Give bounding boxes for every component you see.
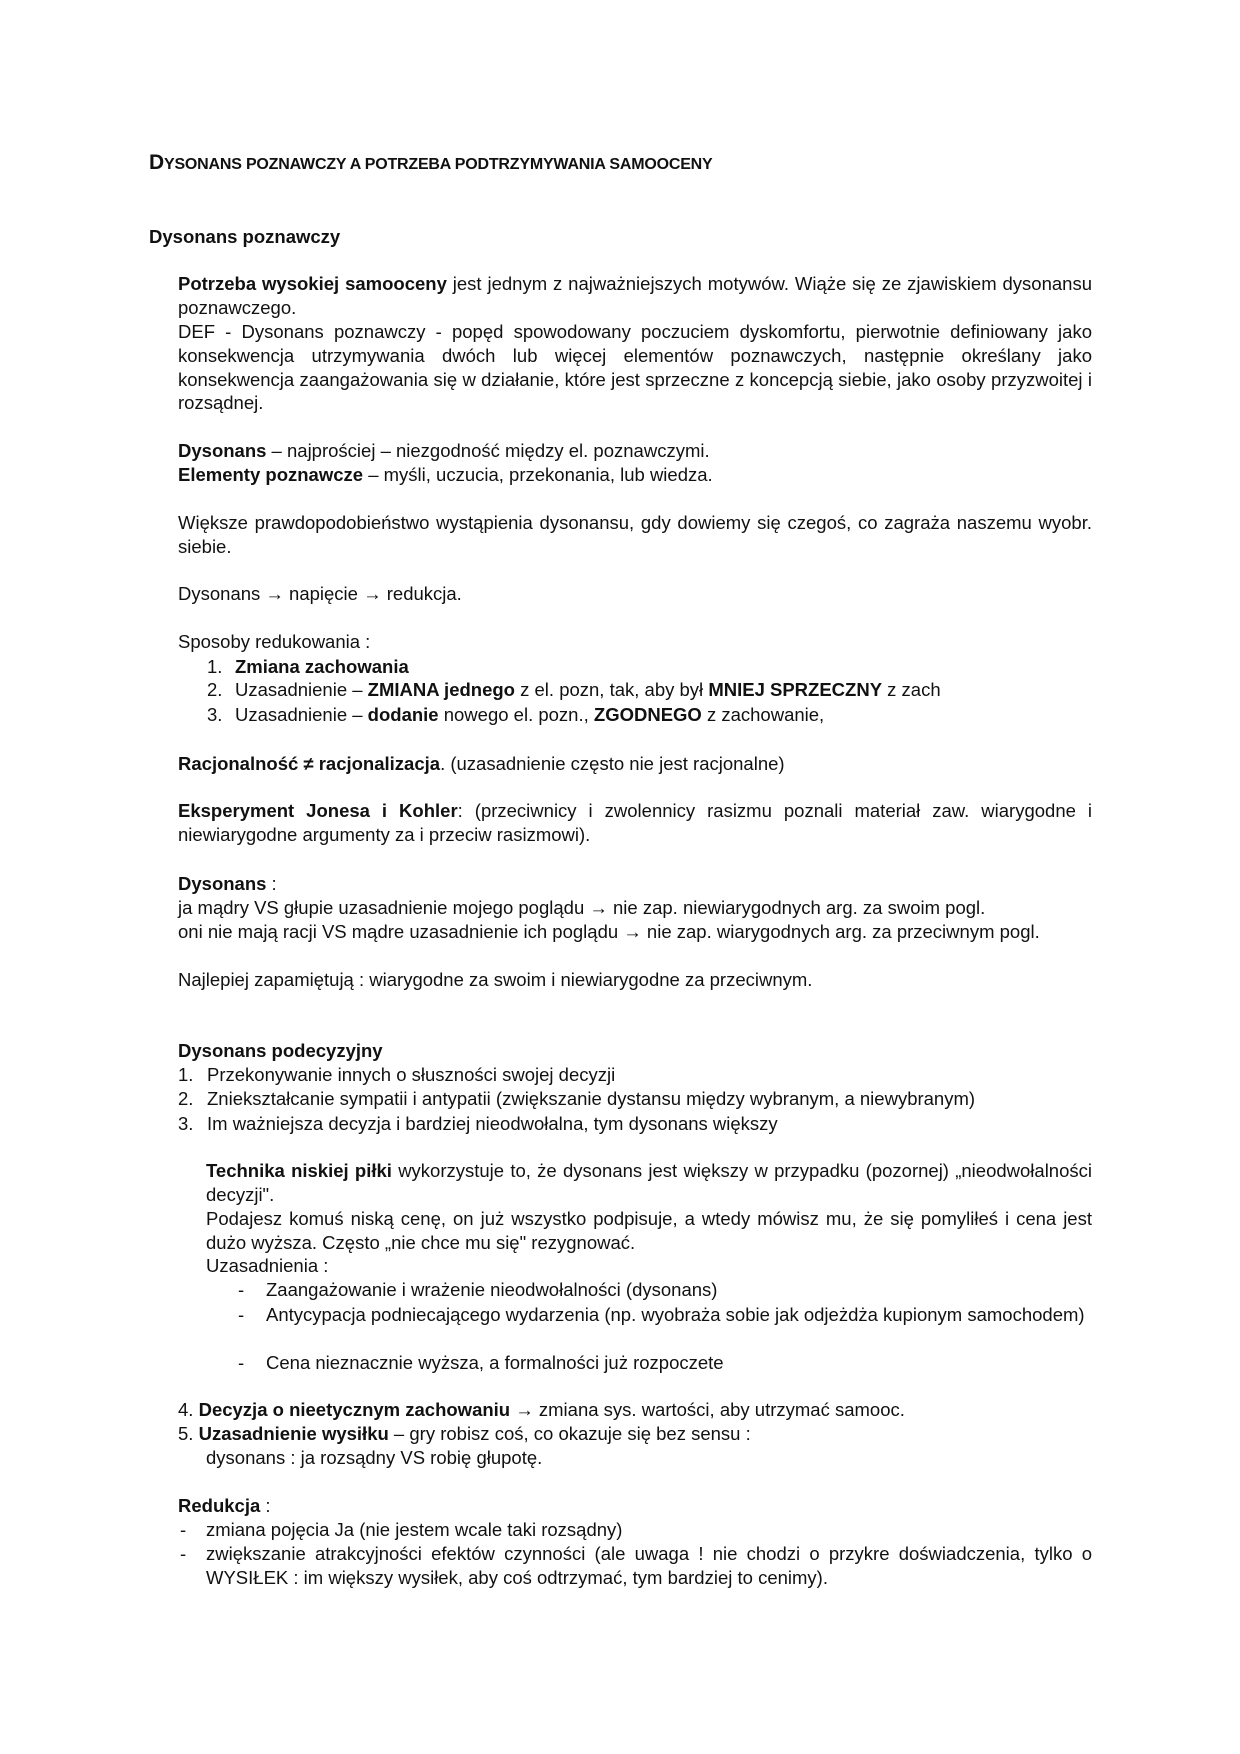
paragraph (178, 582, 1092, 606)
list-marker: 1. (207, 656, 223, 677)
paragraph (206, 1207, 1092, 1255)
text-run: zwiększanie atrakcyjności efektów czynności (ale uwaga ! nie chodzi o przykre doświadczenia, tylko o WYSIŁEK : im większy wysiłek, aby coś odtrzymać, tym bardziej to cenimy). (206, 1543, 1092, 1588)
paragraph-text (207, 1112, 1092, 1136)
text-run: . (uzasadnienie często nie jest racjonalne) (440, 753, 785, 774)
paragraph-text (178, 1398, 1092, 1422)
paragraph-text (235, 678, 1092, 702)
paragraph (206, 1159, 1092, 1207)
text-run: Uzasadnienia : (206, 1255, 329, 1276)
text-run: jest jednym z najważniejszych motywów. Wiąże się ze zjawiskiem dysonansu poznawczego. (178, 273, 1092, 318)
section-heading (149, 225, 1089, 249)
paragraph (178, 511, 1092, 559)
paragraph-text (206, 1254, 1092, 1278)
paragraph-text (178, 463, 1092, 487)
paragraph-text (178, 272, 1092, 320)
paragraph-text (266, 1278, 1092, 1302)
list-marker: - (180, 1543, 187, 1564)
bold-text: Zmiana zachowania (235, 656, 409, 677)
paragraph-text (207, 1087, 1092, 1111)
paragraph-text (266, 1351, 1092, 1375)
paragraph (178, 752, 1092, 776)
text-run: → zmiana sys. wartości, aby utrzymać samooc. (510, 1399, 905, 1420)
paragraph-text (178, 896, 1092, 920)
text-run: : (266, 873, 277, 894)
text-run: wykorzystuje to, że dysonans jest większy w przypadku (pozornej) „nieodwołalności decyzji". (206, 1160, 1092, 1205)
paragraph-text (178, 1494, 1092, 1518)
paragraph-text (206, 1518, 1092, 1542)
paragraph-text (178, 1422, 1092, 1446)
paragraph (178, 320, 1092, 415)
text-run: zmiana pojęcia Ja (nie jestem wcale taki rozsądny) (206, 1519, 623, 1540)
list-marker: 2. (178, 1088, 194, 1109)
text-run: Przekonywanie innych o słuszności swojej decyzji (207, 1064, 616, 1085)
list-item (180, 1518, 1092, 1542)
text-run: Najlepiej zapamiętują : wiarygodne za swoim i niewiarygodne za przeciwnym. (178, 969, 813, 990)
paragraph (178, 439, 1092, 463)
list-item (178, 1087, 1092, 1111)
list-marker: - (238, 1352, 245, 1373)
list-marker: 1. (178, 1064, 194, 1085)
bold-text: Dysonans poznawczy (149, 226, 341, 247)
text-run: Podajesz komuś niską cenę, on już wszystko podpisuje, a wtedy mówisz mu, że się pomyliłeś i cena jest dużo wyższa. Często „nie chce mu się" rezygnować. (206, 1208, 1092, 1253)
paragraph-text (178, 320, 1092, 415)
list-marker: 3. (178, 1113, 194, 1134)
text-run: : (260, 1495, 271, 1516)
text-run: – myśli, uczucia, przekonania, lub wiedza. (363, 464, 713, 485)
list-item (207, 678, 1092, 702)
paragraph-text (178, 752, 1092, 776)
text-run: : (przeciwnicy i zwolennicy rasizmu poznali materiał zaw. wiarygodne i niewiarygodne argumenty za i przeciw rasizmowi). (178, 800, 1092, 845)
paragraph-text (206, 1207, 1092, 1255)
text-run: Uzasadnienie – (235, 679, 368, 700)
list-item (238, 1278, 1092, 1302)
text-run: 4. (178, 1399, 199, 1420)
paragraph-text (178, 439, 1092, 463)
bold-text: ZGODNEGO (593, 704, 702, 725)
paragraph-text (235, 655, 1092, 679)
paragraph (206, 1254, 1092, 1278)
paragraph-text (206, 1446, 1092, 1470)
bold-text: Dysonans podecyzyjny (178, 1040, 383, 1061)
bold-text: MNIEJ SPRZECZNY (708, 679, 883, 700)
text-run: z zachowanie, (701, 704, 825, 725)
paragraph-text (206, 1542, 1092, 1590)
document-title: DYSONANS POZNAWCZY A POTRZEBA PODTRZYMYWANIA SAMOOCENY (149, 151, 713, 174)
paragraph (178, 1494, 1092, 1518)
text-run: Większe prawdopodobieństwo wystąpienia dysonansu, gdy dowiemy się czegoś, co zagraża naszemu wyobr. siebie. (178, 512, 1092, 557)
bold-text: dodanie (367, 704, 439, 725)
text-run: Zniekształcanie sympatii i antypatii (zwiększanie dystansu między wybranym, a niewybranym) (207, 1088, 976, 1109)
paragraph (178, 1422, 1092, 1446)
paragraph (178, 968, 1092, 992)
paragraph (178, 463, 1092, 487)
list-marker: - (180, 1519, 187, 1540)
text-run: Antycypacja podniecającego wydarzenia (np. wyobraża sobie jak odjeżdża kupionym samochodem) (266, 1304, 1085, 1325)
text-run: Cena nieznacznie wyższa, a formalności już rozpoczete (266, 1352, 724, 1373)
text-run: – najprościej – niezgodność między el. poznawczymi. (266, 440, 710, 461)
bold-text: Technika niskiej piłki (206, 1160, 392, 1181)
bold-text: ZMIANA jednego (367, 679, 515, 700)
text-run: nowego el. pozn., (438, 704, 594, 725)
list-item (238, 1303, 1092, 1327)
paragraph-text (149, 225, 1089, 249)
list-marker: 2. (207, 679, 223, 700)
paragraph (178, 872, 1092, 896)
paragraph (178, 799, 1092, 847)
paragraph (178, 896, 1092, 920)
text-run: Zaangażowanie i wrażenie nieodwołalności (dysonans) (266, 1279, 718, 1300)
list-marker: 3. (207, 704, 223, 725)
text-run: oni nie mają racji VS mądre uzasadnienie ich poglądu → nie zap. wiarygodnych arg. za przeciwnym pogl. (178, 921, 1040, 942)
paragraph-text (178, 1039, 1092, 1063)
bold-text: Racjonalność ≠ racjonalizacja (178, 753, 441, 774)
paragraph (178, 920, 1092, 944)
text-run: z zach (882, 679, 941, 700)
text-run: – gry robisz coś, co okazuje się bez sensu : (388, 1423, 751, 1444)
bold-text: Uzasadnienie wysiłku (198, 1423, 389, 1444)
paragraph-text (266, 1303, 1092, 1327)
paragraph-text (178, 799, 1092, 847)
text-run: ja mądry VS głupie uzasadnienie mojego poglądu → nie zap. niewiarygodnych arg. za swoim pogl. (178, 897, 986, 918)
paragraph-text (178, 582, 1092, 606)
bold-text: Decyzja o nieetycznym zachowaniu (198, 1399, 511, 1420)
paragraph (206, 1446, 1092, 1470)
text-run: DEF - Dysonans poznawczy - popęd spowodowany poczuciem dyskomfortu, pierwotnie definiowany jako konsekwencja utrzymywania dwóch lub więcej elementów poznawczych, następnie określany jako konsekwencja zaangażowania się w działanie, które jest sprzeczne z koncepcją siebie, jako osoby przyzwoitej i rozsądnej. (178, 321, 1092, 414)
list-marker: - (238, 1304, 245, 1325)
paragraph (178, 630, 1092, 654)
paragraph-text (178, 511, 1092, 559)
document-title-wrapper (149, 151, 713, 177)
text-run: dysonans : ja rozsądny VS robię głupotę. (206, 1447, 543, 1468)
paragraph-text (178, 920, 1092, 944)
text-run: Dysonans → napięcie → redukcja. (178, 583, 462, 604)
bold-text: Eksperyment Jonesa i Kohler (178, 800, 458, 821)
list-item (207, 703, 1092, 727)
paragraph (178, 1398, 1092, 1422)
paragraph (178, 272, 1092, 320)
paragraph-text (178, 630, 1092, 654)
text-run: 5. (178, 1423, 199, 1444)
text-run: Im ważniejsza decyzja i bardziej nieodwołalna, tym dysonans większy (207, 1113, 778, 1134)
list-marker: - (238, 1279, 245, 1300)
paragraph-text (178, 872, 1092, 896)
list-item (178, 1063, 1092, 1087)
text-run: z el. pozn, tak, aby był (514, 679, 709, 700)
bold-text: Dysonans (178, 440, 267, 461)
paragraph-text (235, 703, 1092, 727)
list-item (207, 655, 1092, 679)
bold-text: Elementy poznawcze (178, 464, 364, 485)
bold-text: Redukcja (178, 1495, 261, 1516)
list-item (238, 1351, 1092, 1375)
list-item (180, 1542, 1092, 1590)
list-item (178, 1112, 1092, 1136)
bold-text: Dysonans (178, 873, 267, 894)
paragraph-text (206, 1159, 1092, 1207)
bold-text: Potrzeba wysokiej samooceny (178, 273, 447, 294)
text-run: Uzasadnienie – (235, 704, 368, 725)
section-heading (178, 1039, 1092, 1063)
text-run: Sposoby redukowania : (178, 631, 371, 652)
paragraph-text (178, 968, 1092, 992)
paragraph-text (207, 1063, 1092, 1087)
